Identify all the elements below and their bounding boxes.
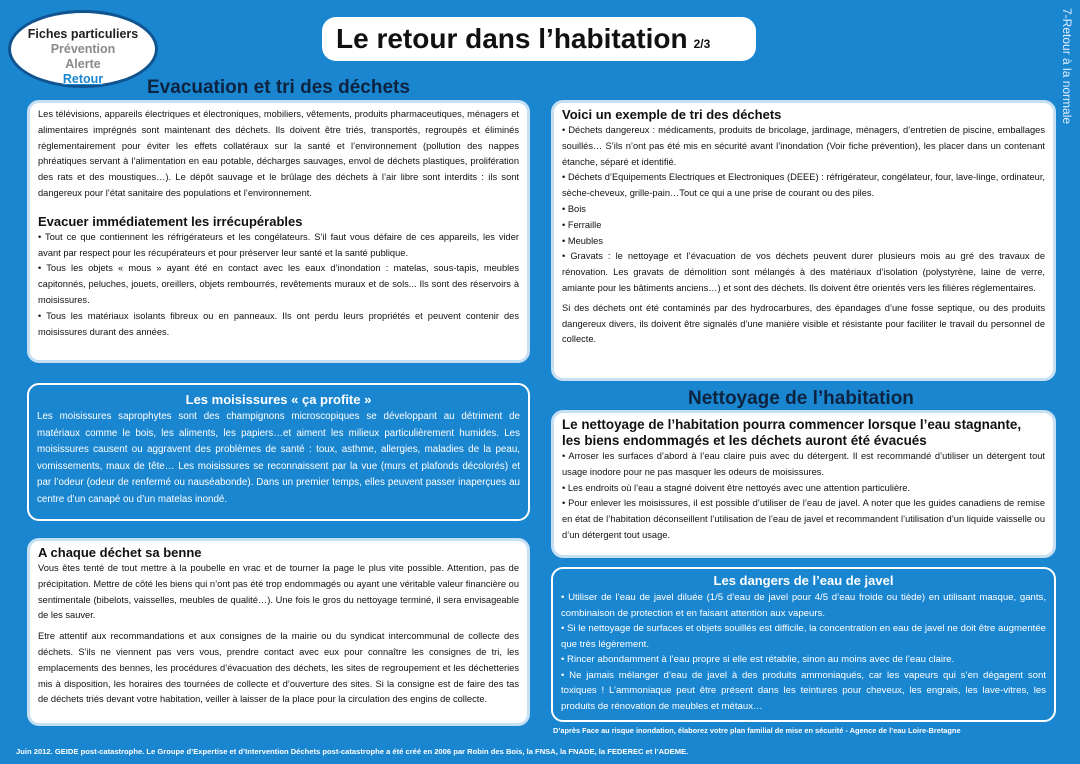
fiche-type-oval bbox=[8, 10, 158, 88]
card-nettoyage-bullet-2: • Les endroits où l’eau a stagné doivent être nettoyés avec une attention particulière. bbox=[562, 482, 910, 493]
card-moisissures-heading: Les moisissures « ça profite » bbox=[185, 392, 372, 407]
page-number: 2/3 bbox=[693, 37, 711, 51]
card-moisissures-text: Les moisissures saprophytes sont des champignons microscopiques se développant au détriment de matériaux comme le bois, les aliments, les papiers…et aiment les milieux particulièrement humides. Les moisissures causent ou aggravent des problèmes de santé : toux, asthme, allergies, maladies de la peau, vomissements, maux de tête… Les moisissures se reconnaissent par la vue (murs et plafonds décolorés) et par l’odeur (odeur de renfermé ou nauséabonde). Dans un premier temps, elles peuvent passer inaperçues au centre d’un canapé ou d’un matelas inondé. bbox=[37, 411, 520, 505]
page-title-text: Le retour dans l’habitation bbox=[336, 23, 688, 54]
card-tri-bullet-4: • Ferraille bbox=[562, 219, 602, 230]
card-tri bbox=[551, 100, 1056, 381]
card-javel-heading: Les dangers de l’eau de javel bbox=[713, 573, 894, 588]
oval-line-particuliers: Fiches particuliers bbox=[27, 27, 139, 41]
card-dechets-intro: Les télévisions, appareils électriques et électroniques, mobiliers, vêtements, produits pharmaceutiques, ménagers et alimentaires imprégnés sont maintenant des déchets. Ils doivent être triés, transportés, regroupés et éliminés réglementairement pour éviter les effets collatéraux sur la santé et l’environnement (pollution des nappes phréatiques servant à l’alimentation en eau potable, décharges sauvages, envol de déchets plastiques, prolifération des rats et des moustiques…). Le dépôt sauvage et le brûlage des déchets à l’air libre sont interdits : ils sont dangereux pour l’état sanitaire des populations et l’environnement. bbox=[38, 109, 519, 198]
card-benne bbox=[27, 538, 530, 726]
card-javel-bullet-2: • Si le nettoyage de surfaces et objets souillés est difficile, la concentration en eau de javel ne doit être augmentée que très légèrement. bbox=[561, 623, 1046, 650]
card-javel-bullet-3: • Rincer abondamment à l’eau propre si elle est rétablie, sinon au moins avec de l’eau claire. bbox=[561, 654, 955, 665]
oval-line-prevention: Prévention bbox=[50, 42, 116, 56]
footer-credits: Juin 2012. GEIDE post-catastrophe. Le Groupe d’Expertise et d’Intervention Déchets post-catastrophe a été créé en 2006 par Robin des Bois, la FNSA, la FNADE, la FEDEREC et l’ADEME. bbox=[16, 747, 689, 756]
card-nettoyage-heading-2: les biens endommagés et les déchets auront été évacués bbox=[562, 433, 927, 448]
card-moisissures bbox=[27, 383, 530, 521]
oval-line-retour[interactable]: Retour bbox=[62, 72, 104, 86]
card-tri-bullet-5: • Meubles bbox=[562, 235, 603, 246]
source-note: D’après Face au risque inondation, élaborez votre plan familial de mise en sécurité - Agence de l’eau Loire-Bretagne bbox=[553, 726, 961, 735]
card-benne-heading: A chaque déchet sa benne bbox=[38, 545, 202, 560]
card-dechets-heading: Evacuer immédiatement les irrécupérables bbox=[38, 213, 303, 229]
card-benne-p2: Etre attentif aux recommandations et aux consignes de la mairie ou du syndicat intercommunal de collecte des déchets. S’ils ne viennent pas vers vous, prendre contact avec eux pour connaître les consignes de tri, les emplacements des bennes, les procédures d’évacuation des déchets, les sites de regroupement et les déchetteries mis à disposition, les horaires des tournées de collecte et d’ouverture des sites. Si la consigne est de faire des tas de déchets triés devant votre habitation, veiller à laisser de la place pour la circulation des engins de collecte. bbox=[38, 631, 519, 705]
card-dechets bbox=[27, 100, 530, 363]
card-javel-bullet-4: • Ne jamais mélanger d’eau de javel à des produits ammoniaqués, car les vapeurs qui s’en dégagent sont toxiques ! L’ammoniaque peut être présent dans les teintures pour cheveux, les engrais, les lave-vitres, les produits de rénovation de meubles et métaux… bbox=[561, 669, 1046, 712]
oval-line-alerte: Alerte bbox=[65, 57, 101, 71]
card-nettoyage-bullet-3: • Pour enlever les moisissures, il est possible d’utiliser de l’eau de javel. A noter que les guides canadiens de remise en état de l’habitation déconseillent l’utilisation de l’eau de javel et recommandent l’utilisation d’un liquide vaisselle ou d’un détergent tout usage. bbox=[562, 498, 1045, 540]
card-nettoyage bbox=[551, 410, 1056, 558]
card-tri-bullet-1: • Déchets dangereux : médicaments, produits de bricolage, jardinage, ménagers, d’entretien de piscine, emballages souillés… S’ils n’ont pas été mis en sécurité avant l’inondation (Voir fiche prévention), les placer dans un contenant étanche, séparé et identifié. bbox=[562, 125, 1045, 167]
card-javel bbox=[551, 567, 1056, 722]
card-tri-bullet-3: • Bois bbox=[562, 203, 586, 214]
page-title bbox=[322, 17, 756, 61]
card-tri-heading: Voici un exemple de tri des déchets bbox=[562, 107, 782, 122]
section-title-evacuation: Evacuation et tri des déchets bbox=[147, 77, 410, 98]
card-benne-p1: Vous êtes tenté de tout mettre à la poubelle en vrac et de tourner la page le plus vite possible. Attention, pas de précipitation. Mettre de côté les biens qui n’ont pas été trop endommagés ou ayant une véritable valeur financière ou sentimentale (bibelots, vaisselles, meubles de qualité…). Une fois le gros du nettoyage terminé, il sera envisageable de les sauver. bbox=[38, 563, 519, 621]
card-tri-bullet-6: • Gravats : le nettoyage et l’évacuation de vos déchets peuvent durer plusieurs mois au gré des travaux de rénovation. Les gravats de démolition sont mélangés à des matériaux d’isolation (polystyrène, laine de verre, amiante pour les bâtiments anciens…) et sont des déchets. Ils doivent être orientés vers les filières réglementaires. bbox=[562, 251, 1045, 293]
card-dechets-bullet-3: • Tous les matériaux isolants fibreux ou en panneaux. Ils ont perdu leurs propriétés et peuvent contenir des moisissures durant des années. bbox=[38, 310, 519, 337]
card-tri-note: Si des déchets ont été contaminés par des hydrocarbures, des épandages d’une fosse septique, ou des produits dangereux divers, ils doivent être signalés d’une manière visible et résistante pour faciliter le travail du personnel de collecte. bbox=[562, 302, 1045, 345]
side-label: 7-Retour à la normale bbox=[1060, 8, 1074, 125]
card-nettoyage-heading-1: Le nettoyage de l’habitation pourra commencer lorsque l’eau stagnante, bbox=[562, 417, 1022, 432]
card-dechets-bullet-1: • Tout ce que contiennent les réfrigérateurs et les congélateurs. S’il faut vous défaire de ces appareils, les vider avant par respect pour les récupérateurs et pour préserver leur santé et la santé publique. bbox=[38, 231, 519, 258]
card-tri-bullet-2: • Déchets d’Equipements Electriques et Electroniques (DEEE) : réfrigérateur, congélateur, four, lave-linge, ordinateur, sèche-cheveux, grille-pain…Tout ce qui a une prise de courant ou des piles. bbox=[562, 172, 1045, 199]
section-title-nettoyage: Nettoyage de l’habitation bbox=[688, 388, 914, 409]
card-nettoyage-bullet-1: • Arroser les surfaces d’abord à l’eau claire puis avec du détergent. Il est recommandé d’utiliser un détergent tout usage inodore pour ne pas masquer les odeurs de moisissures. bbox=[562, 451, 1045, 477]
card-javel-bullet-1: • Utiliser de l’eau de javel diluée (1/5 d’eau de javel pour 4/5 d’eau froide ou tiède) en utilisant masque, gants, combinaison de protection et en faisant attention aux vapeurs. bbox=[561, 592, 1046, 619]
card-dechets-bullet-2: • Tous les objets « mous » ayant été en contact avec les eaux d’inondation : matelas, sous-tapis, meubles capitonnés, peluches, jouets, oreillers, objets rembourrés, revêtements muraux et de sols... Ils sont des réservoirs à moisissures. bbox=[38, 263, 519, 305]
